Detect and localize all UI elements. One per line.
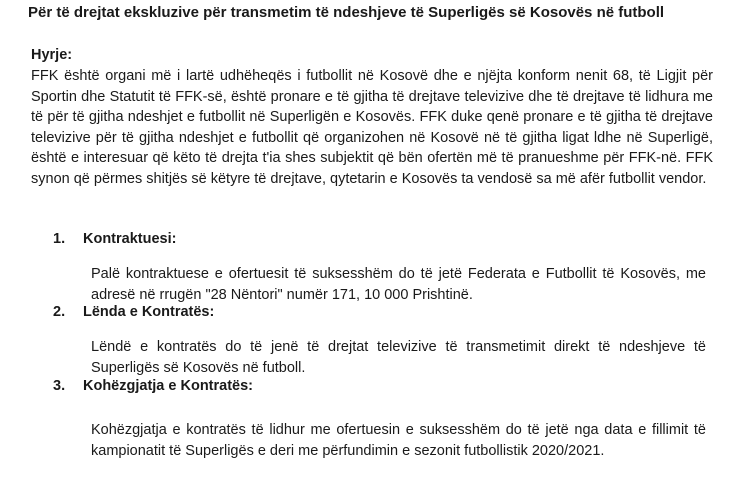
document-title: Për të drejtat ekskluzive për transmetim të ndeshjeve të Superligës së Kosovës në futboll [28,4,665,21]
section-heading-subject [53,303,214,321]
section-heading-contractor [53,230,176,248]
section-heading-duration [53,377,253,395]
section-title: Lënda e Kontratës: [83,304,215,320]
intro-paragraph: FFK është organi më i lartë udhëheqës i futbollit në Kosovë dhe e njëjta konform nenit 68, të Ligjit për Sportin dhe Statutit të FFK-së, është pronare e të gjitha të drejtave televizive dhe të drejtave të lidhura me të për të gjitha ndeshjet e futbollit në Superligën e Kosovës. FFK duke qenë pronare e të gjitha të drejtave televizive për të gjitha ndeshjet e futbollit që organizohen në Kosovë në të gjitha ligat ldhe në Superligë, është e interesuar që këto të drejta t'ia shes subjektit që bën ofertën më të pranueshme për FFK-në. FFK synon që përmes shitjës së këtyre të drejtave, qytetarin e Kosovës ta vendosë sa më afër futbollit vendor. [31,68,713,187]
section-paragraph-subject: Lëndë e kontratës do të jenë të drejtat televizive të transmetimit direkt të ndeshjeve të Superligës së Kosovës në futboll. [91,339,706,376]
section-number: 2. [53,304,66,320]
section-title: Kohëzgjatja e Kontratës: [83,378,253,394]
section-paragraph-duration: Kohëzgjatja e kontratës të lidhur me ofertuesin e suksesshëm do të jetë nga data e fillimit të kampionatit të Superligës e deri me përfundimin e sezonit futbollistik 2020/2021. [91,422,706,459]
section-title: Kontraktuesi: [83,231,177,247]
section-number: 3. [53,378,66,394]
intro-heading: Hyrje: [31,47,73,63]
section-number: 1. [53,231,66,247]
section-paragraph-contractor: Palë kontraktuese e ofertuesit të suksesshëm do të jetë Federata e Futbollit të Kosovës, me adresë në rrugën "28 Nëntori" numër 171, 10 000 Prishtinë. [91,266,706,303]
